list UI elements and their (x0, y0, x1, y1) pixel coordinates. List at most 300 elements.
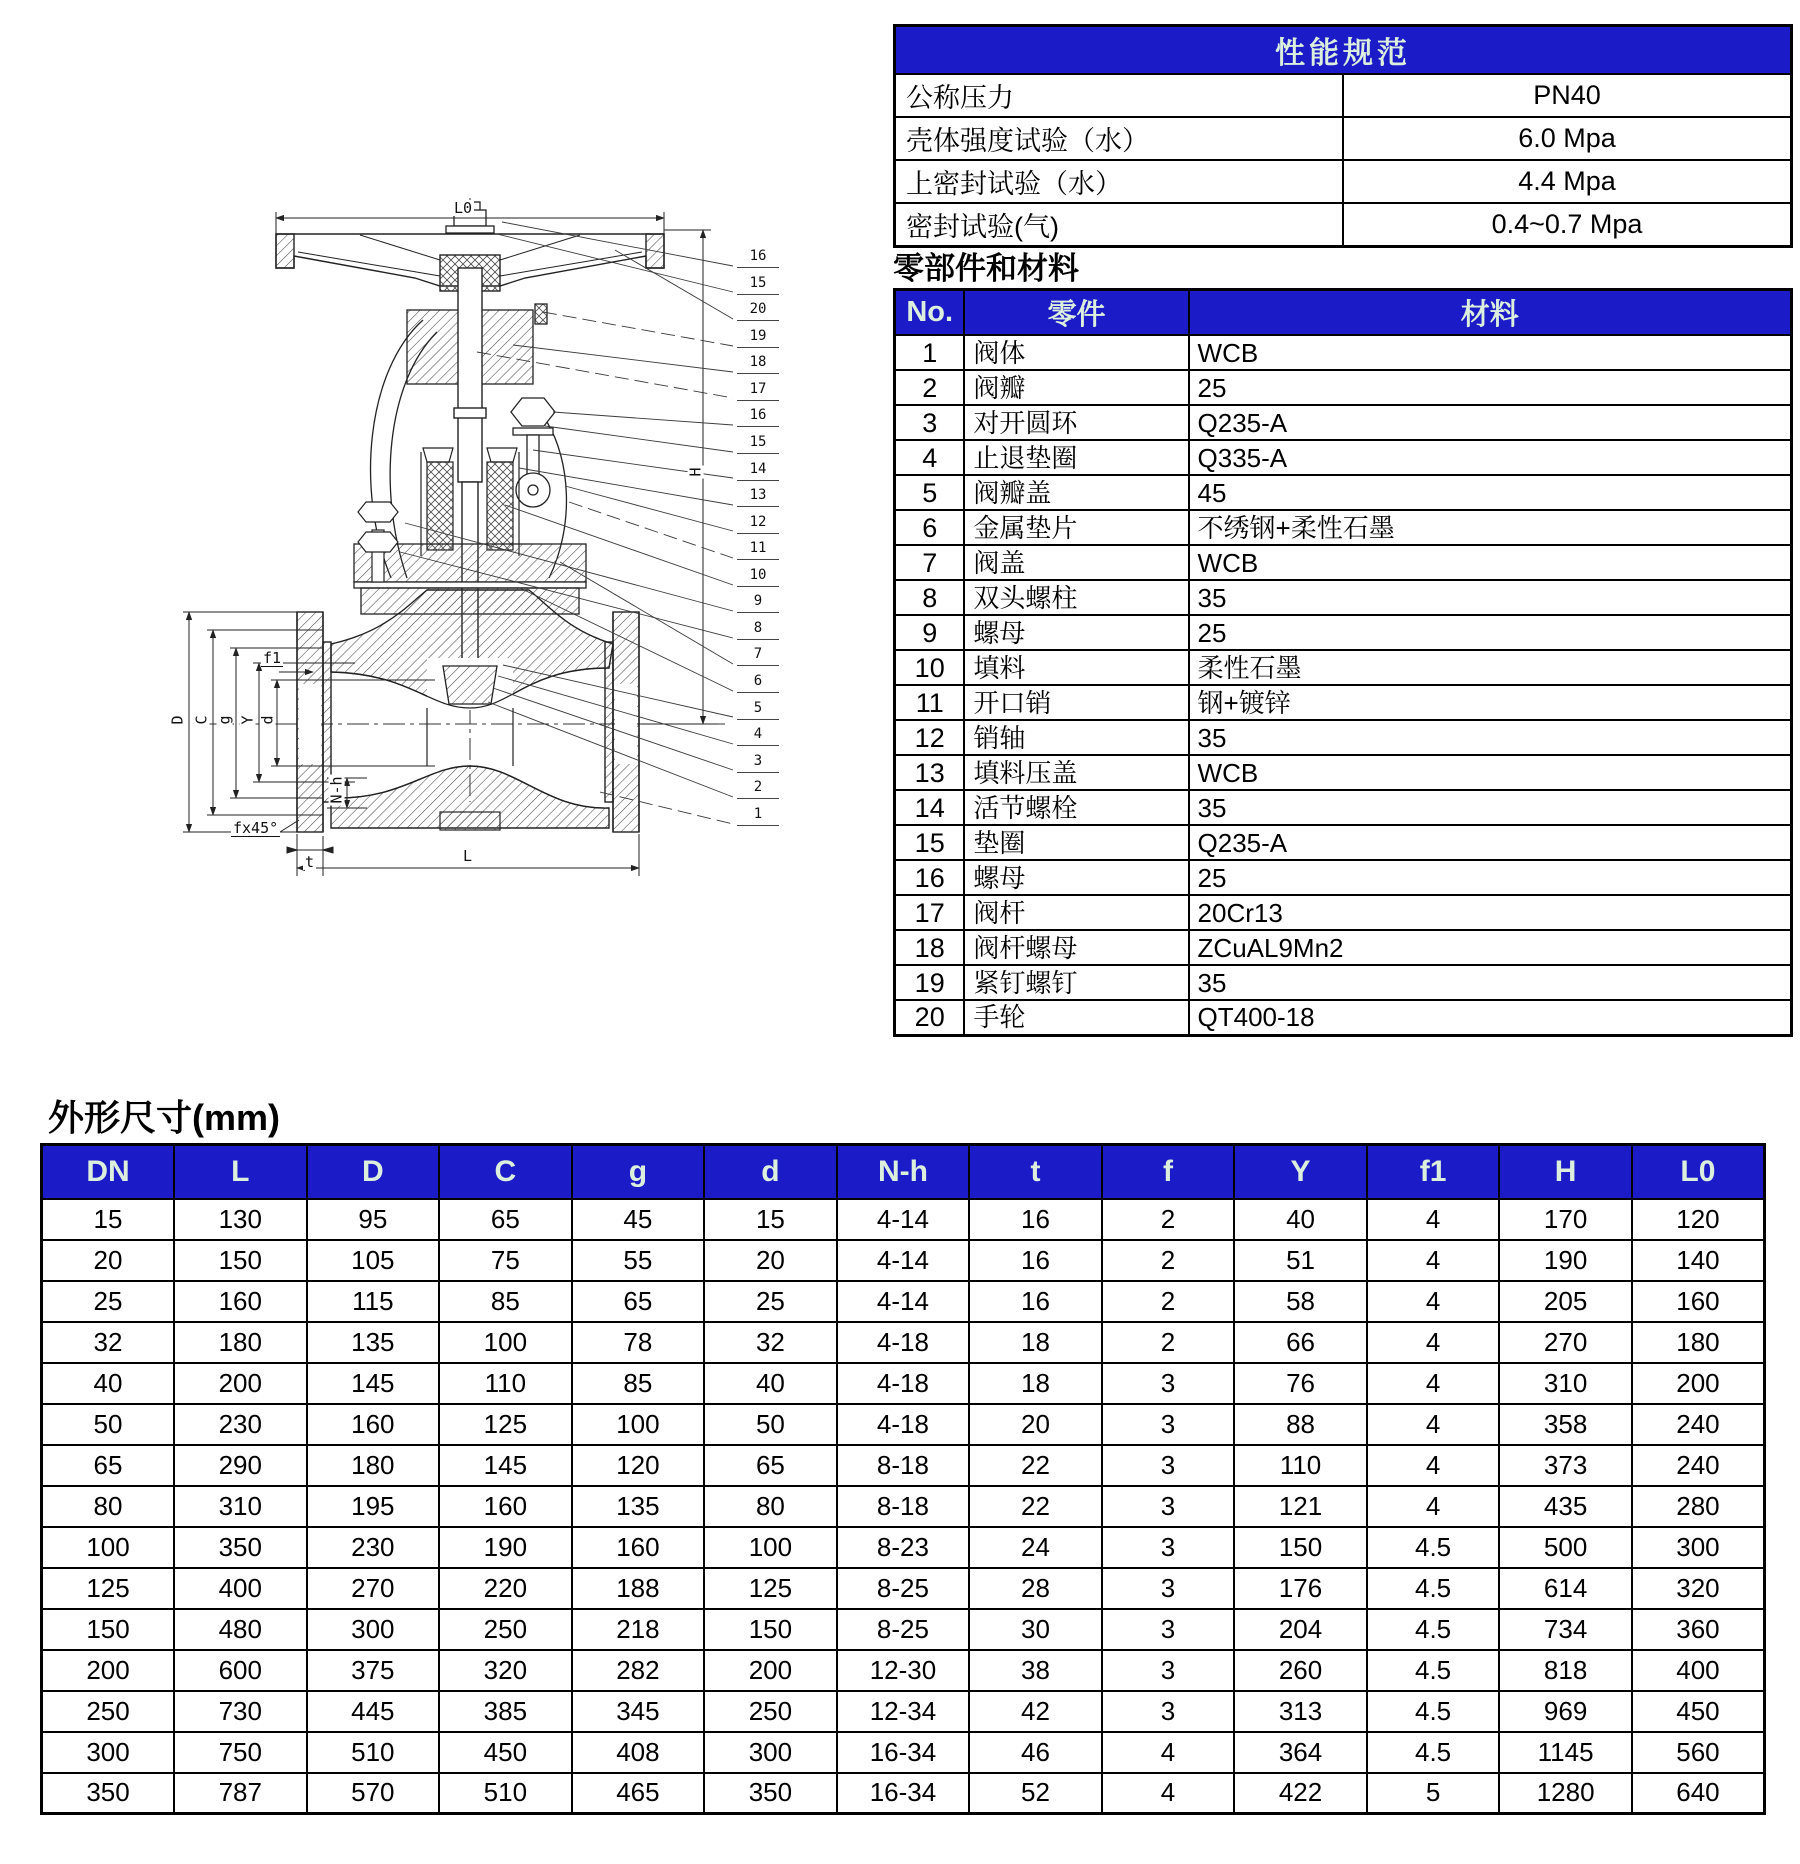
dims-header-t: t (969, 1145, 1102, 1199)
table-cell: 1 (895, 335, 965, 370)
table-cell: 25 (1189, 615, 1792, 650)
table-cell: ZCuAL9Mn2 (1189, 930, 1792, 965)
table-cell: 465 (572, 1773, 705, 1814)
table-cell: 170 (1499, 1199, 1632, 1240)
table-cell: 12-30 (837, 1650, 970, 1691)
table-cell: QT400-18 (1189, 1000, 1792, 1035)
dims-header-l: L (174, 1145, 307, 1199)
table-cell: 180 (307, 1445, 440, 1486)
table-cell: 200 (42, 1650, 175, 1691)
table-cell: 570 (307, 1773, 440, 1814)
table-cell: 125 (42, 1568, 175, 1609)
table-cell: 15 (42, 1199, 175, 1240)
valve-drawing-art (55, 160, 795, 975)
table-cell: 阀杆螺母 (964, 930, 1188, 965)
table-cell: 4.4 Mpa (1343, 160, 1792, 203)
dims-header-nh: N-h (837, 1145, 970, 1199)
table-cell: 125 (439, 1404, 572, 1445)
table-row (42, 1363, 1765, 1404)
table-cell: 205 (1499, 1281, 1632, 1322)
table-cell: 50 (704, 1404, 837, 1445)
table-cell: 160 (572, 1527, 705, 1568)
table-cell: 填料 (964, 650, 1188, 685)
table-cell: 上密封试验（水） (895, 160, 1344, 203)
table-cell: 4-14 (837, 1281, 970, 1322)
table-cell: 385 (439, 1691, 572, 1732)
table-cell: 969 (1499, 1691, 1632, 1732)
table-cell: 24 (969, 1527, 1102, 1568)
table-cell: 80 (704, 1486, 837, 1527)
table-cell: 4 (1367, 1445, 1500, 1486)
table-cell: 35 (1189, 790, 1792, 825)
table-cell: 130 (174, 1199, 307, 1240)
table-row (42, 1445, 1765, 1486)
table-cell: 180 (1632, 1322, 1765, 1363)
table-cell: 阀瓣 (964, 370, 1188, 405)
table-row (895, 370, 1792, 405)
table-cell: 16 (969, 1199, 1102, 1240)
table-row (895, 335, 1792, 370)
table-cell: 320 (1632, 1568, 1765, 1609)
table-cell: 阀体 (964, 335, 1188, 370)
table-cell: 190 (439, 1527, 572, 1568)
dim-label-c: C (192, 715, 211, 725)
table-cell: 190 (1499, 1240, 1632, 1281)
table-cell: 364 (1234, 1732, 1367, 1773)
table-cell: 16 (969, 1240, 1102, 1281)
callout-number: 5 (737, 700, 779, 720)
table-cell: 30 (969, 1609, 1102, 1650)
table-cell: 6 (895, 510, 965, 545)
table-cell: 4 (1367, 1363, 1500, 1404)
table-cell: 260 (1234, 1650, 1367, 1691)
table-row (895, 860, 1792, 895)
dims-header-c: C (439, 1145, 572, 1199)
table-row (895, 965, 1792, 1000)
table-row (42, 1773, 1765, 1814)
table-cell: 2 (1102, 1281, 1235, 1322)
table-cell: 3 (1102, 1691, 1235, 1732)
dims-section-title: 外形尺寸(mm) (48, 1097, 280, 1138)
table-cell: 开口销 (964, 685, 1188, 720)
table-row (895, 615, 1792, 650)
dims-header-h: H (1499, 1145, 1632, 1199)
callout-number: 16 (737, 407, 779, 427)
table-cell: 不绣钢+柔性石墨 (1189, 510, 1792, 545)
table-row (42, 1322, 1765, 1363)
dims-header-f: f (1102, 1145, 1235, 1199)
table-row (42, 1199, 1765, 1240)
table-cell: 160 (174, 1281, 307, 1322)
bottom-boss (440, 812, 500, 830)
table-cell: 45 (572, 1199, 705, 1240)
table-cell: Q235-A (1189, 825, 1792, 860)
table-cell: 手轮 (964, 1000, 1188, 1035)
table-cell: 160 (1632, 1281, 1765, 1322)
table-cell: 220 (439, 1568, 572, 1609)
callout-number: 1 (737, 806, 779, 826)
table-cell: Q335-A (1189, 440, 1792, 475)
table-cell: 145 (307, 1363, 440, 1404)
dim-label-chamfer: fx45° (233, 819, 279, 837)
table-cell: 480 (174, 1609, 307, 1650)
table-cell: 6.0 Mpa (1343, 117, 1792, 160)
table-cell: 20 (969, 1404, 1102, 1445)
table-cell: 4 (1367, 1281, 1500, 1322)
table-cell: 40 (1234, 1199, 1367, 1240)
table-cell: Q235-A (1189, 405, 1792, 440)
table-cell: 614 (1499, 1568, 1632, 1609)
table-cell: 65 (42, 1445, 175, 1486)
table-cell: 300 (42, 1732, 175, 1773)
dims-header-l0: L0 (1632, 1145, 1765, 1199)
table-cell: 15 (704, 1199, 837, 1240)
table-cell: 100 (439, 1322, 572, 1363)
table-cell: 紧钉螺钉 (964, 965, 1188, 1000)
table-cell: 450 (1632, 1691, 1765, 1732)
table-cell: 176 (1234, 1568, 1367, 1609)
table-cell: 310 (174, 1486, 307, 1527)
callout-number: 6 (737, 673, 779, 693)
valve-disc (443, 666, 497, 704)
table-cell: 140 (1632, 1240, 1765, 1281)
table-cell: 3 (1102, 1609, 1235, 1650)
table-cell: 4 (1102, 1773, 1235, 1814)
table-cell: 58 (1234, 1281, 1367, 1322)
table-row (42, 1404, 1765, 1445)
dim-label-y: Y (238, 715, 257, 725)
table-cell: 9 (895, 615, 965, 650)
parts-header-material: 材料 (1189, 290, 1792, 336)
table-cell: 730 (174, 1691, 307, 1732)
table-cell: 240 (1632, 1404, 1765, 1445)
table-cell: 135 (307, 1322, 440, 1363)
table-cell: 345 (572, 1691, 705, 1732)
table-cell: 750 (174, 1732, 307, 1773)
table-row (895, 475, 1792, 510)
callout-number: 15 (737, 434, 779, 454)
table-cell: 640 (1632, 1773, 1765, 1814)
table-cell: 66 (1234, 1322, 1367, 1363)
table-cell: 3 (1102, 1486, 1235, 1527)
table-cell: WCB (1189, 545, 1792, 580)
table-cell: 38 (969, 1650, 1102, 1691)
table-cell: 22 (969, 1445, 1102, 1486)
table-cell: 19 (895, 965, 965, 1000)
table-cell: 125 (704, 1568, 837, 1609)
table-cell: 4-14 (837, 1199, 970, 1240)
table-cell: 金属垫片 (964, 510, 1188, 545)
table-cell: 52 (969, 1773, 1102, 1814)
table-cell: 20 (895, 1000, 965, 1035)
table-cell: 100 (572, 1404, 705, 1445)
callout-number: 11 (737, 540, 779, 560)
table-cell: 135 (572, 1486, 705, 1527)
table-cell: 3 (1102, 1363, 1235, 1404)
table-cell: 65 (439, 1199, 572, 1240)
dims-header-d-small: d (704, 1145, 837, 1199)
table-cell: 160 (439, 1486, 572, 1527)
table-cell: 270 (307, 1568, 440, 1609)
callout-number: 12 (737, 514, 779, 534)
table-cell: 4 (1367, 1199, 1500, 1240)
callout-number: 13 (737, 487, 779, 507)
table-cell: 250 (42, 1691, 175, 1732)
table-cell: 0.4~0.7 Mpa (1343, 203, 1792, 247)
table-cell: 40 (42, 1363, 175, 1404)
table-cell: 20 (42, 1240, 175, 1281)
table-cell: 止退垫圈 (964, 440, 1188, 475)
table-cell: 1280 (1499, 1773, 1632, 1814)
table-cell: 壳体强度试验（水） (895, 117, 1344, 160)
table-cell: 230 (307, 1527, 440, 1568)
dim-label-d-cap: D (168, 715, 187, 725)
table-cell: 4 (1367, 1322, 1500, 1363)
table-cell: 3 (1102, 1650, 1235, 1691)
table-cell: 350 (174, 1527, 307, 1568)
table-cell: 阀盖 (964, 545, 1188, 580)
table-cell: 145 (439, 1445, 572, 1486)
table-cell: 250 (439, 1609, 572, 1650)
table-cell: 4-14 (837, 1240, 970, 1281)
table-cell: 4 (895, 440, 965, 475)
table-cell: WCB (1189, 755, 1792, 790)
dim-label-l: L (463, 847, 473, 865)
dim-label-g: g (215, 715, 234, 725)
table-cell: 32 (42, 1322, 175, 1363)
table-row (895, 790, 1792, 825)
table-cell: 8-18 (837, 1486, 970, 1527)
table-cell: 358 (1499, 1404, 1632, 1445)
table-cell: 100 (42, 1527, 175, 1568)
table-cell: 120 (572, 1445, 705, 1486)
table-cell: 55 (572, 1240, 705, 1281)
parts-materials-table (893, 288, 1793, 1037)
table-cell: 121 (1234, 1486, 1367, 1527)
table-cell: 290 (174, 1445, 307, 1486)
table-cell: 375 (307, 1650, 440, 1691)
table-cell: 25 (704, 1281, 837, 1322)
table-cell: 销轴 (964, 720, 1188, 755)
table-cell: 4 (1367, 1240, 1500, 1281)
table-cell: 20Cr13 (1189, 895, 1792, 930)
dim-label-d-small: d (258, 715, 277, 725)
table-cell: 270 (1499, 1322, 1632, 1363)
table-cell: 150 (704, 1609, 837, 1650)
table-cell: 787 (174, 1773, 307, 1814)
table-row (42, 1650, 1765, 1691)
spec-table-title: 性能规范 (895, 26, 1792, 75)
table-cell: 40 (704, 1363, 837, 1404)
table-cell: 填料压盖 (964, 755, 1188, 790)
dimensions-table (40, 1143, 1766, 1815)
table-cell: 12 (895, 720, 965, 755)
table-row (895, 895, 1792, 930)
table-cell: 110 (1234, 1445, 1367, 1486)
table-cell: 3 (895, 405, 965, 440)
table-cell: 200 (1632, 1363, 1765, 1404)
dims-header-y: Y (1234, 1145, 1367, 1199)
callout-number: 3 (737, 753, 779, 773)
table-cell: 50 (42, 1404, 175, 1445)
table-cell: 510 (307, 1732, 440, 1773)
table-cell: 450 (439, 1732, 572, 1773)
table-cell: 8-23 (837, 1527, 970, 1568)
table-cell: 17 (895, 895, 965, 930)
table-cell: 560 (1632, 1732, 1765, 1773)
callout-number: 16 (737, 248, 779, 268)
table-cell: 3 (1102, 1404, 1235, 1445)
dims-header-f1: f1 (1367, 1145, 1500, 1199)
table-cell: 1145 (1499, 1732, 1632, 1773)
table-cell: 3 (1102, 1445, 1235, 1486)
table-row (895, 930, 1792, 965)
table-cell: 4.5 (1367, 1609, 1500, 1650)
table-row (895, 440, 1792, 475)
dims-table-body (42, 1199, 1765, 1814)
table-row (42, 1527, 1765, 1568)
table-row (895, 203, 1792, 247)
table-cell: 600 (174, 1650, 307, 1691)
table-row (42, 1568, 1765, 1609)
table-cell: 75 (439, 1240, 572, 1281)
table-cell: 2 (1102, 1240, 1235, 1281)
callout-number: 8 (737, 620, 779, 640)
table-cell: 阀瓣盖 (964, 475, 1188, 510)
table-cell: 320 (439, 1650, 572, 1691)
spec-table-body (895, 74, 1792, 247)
callout-number: 10 (737, 567, 779, 587)
table-cell: 4-18 (837, 1322, 970, 1363)
table-cell: 510 (439, 1773, 572, 1814)
table-cell: 105 (307, 1240, 440, 1281)
table-cell: 180 (174, 1322, 307, 1363)
callout-list (737, 248, 783, 826)
table-cell: 4 (1367, 1404, 1500, 1445)
callout-number: 17 (737, 381, 779, 401)
table-cell: 公称压力 (895, 74, 1344, 117)
table-cell: 204 (1234, 1609, 1367, 1650)
table-cell: 408 (572, 1732, 705, 1773)
table-cell: 250 (704, 1691, 837, 1732)
table-cell: 300 (704, 1732, 837, 1773)
table-cell: 14 (895, 790, 965, 825)
table-cell: 51 (1234, 1240, 1367, 1281)
table-cell: 373 (1499, 1445, 1632, 1486)
table-cell: 160 (307, 1404, 440, 1445)
table-row (895, 117, 1792, 160)
table-cell: 35 (1189, 720, 1792, 755)
table-row (42, 1240, 1765, 1281)
table-cell: 80 (42, 1486, 175, 1527)
table-cell: 78 (572, 1322, 705, 1363)
table-cell: 5 (1367, 1773, 1500, 1814)
dims-header-dn: DN (42, 1145, 175, 1199)
table-cell: 垫圈 (964, 825, 1188, 860)
table-cell: 7 (895, 545, 965, 580)
table-cell: 螺母 (964, 860, 1188, 895)
table-cell: 300 (307, 1609, 440, 1650)
table-cell: 25 (42, 1281, 175, 1322)
table-cell: 734 (1499, 1609, 1632, 1650)
parts-header-part: 零件 (964, 290, 1188, 336)
table-cell: 阀杆 (964, 895, 1188, 930)
table-cell: 4 (1102, 1732, 1235, 1773)
table-cell: 2 (1102, 1322, 1235, 1363)
table-cell: 11 (895, 685, 965, 720)
table-cell: 18 (969, 1363, 1102, 1404)
table-cell: 28 (969, 1568, 1102, 1609)
table-cell: 18 (969, 1322, 1102, 1363)
table-row (895, 405, 1792, 440)
table-cell: 3 (1102, 1568, 1235, 1609)
table-cell: 240 (1632, 1445, 1765, 1486)
dim-label-nh: N-h (327, 776, 346, 804)
table-cell: 8-18 (837, 1445, 970, 1486)
table-cell: 4.5 (1367, 1732, 1500, 1773)
table-cell: 435 (1499, 1486, 1632, 1527)
table-cell: 46 (969, 1732, 1102, 1773)
table-cell: 钢+镀锌 (1189, 685, 1792, 720)
table-cell: 8-25 (837, 1609, 970, 1650)
table-cell: 柔性石墨 (1189, 650, 1792, 685)
callout-number: 2 (737, 779, 779, 799)
table-cell: 100 (704, 1527, 837, 1568)
callout-number: 9 (737, 593, 779, 613)
callout-number: 4 (737, 726, 779, 746)
table-cell: 85 (439, 1281, 572, 1322)
table-cell: 13 (895, 755, 965, 790)
table-cell: 12-34 (837, 1691, 970, 1732)
table-cell: 4.5 (1367, 1527, 1500, 1568)
dim-label-l0: L0 (454, 199, 473, 217)
parts-section-title: 零部件和材料 (893, 251, 1079, 286)
table-cell: 4 (1367, 1486, 1500, 1527)
table-cell: 150 (1234, 1527, 1367, 1568)
table-cell: 对开圆环 (964, 405, 1188, 440)
dim-label-t: t (305, 853, 315, 871)
table-cell: 35 (1189, 580, 1792, 615)
table-cell: 16-34 (837, 1773, 970, 1814)
table-row (895, 755, 1792, 790)
table-cell: 85 (572, 1363, 705, 1404)
table-cell: 115 (307, 1281, 440, 1322)
table-cell: 500 (1499, 1527, 1632, 1568)
table-cell: 4-18 (837, 1404, 970, 1445)
table-cell: 10 (895, 650, 965, 685)
table-cell: 8 (895, 580, 965, 615)
callout-number: 14 (737, 461, 779, 481)
table-row (895, 685, 1792, 720)
table-cell: 818 (1499, 1650, 1632, 1691)
table-cell: 20 (704, 1240, 837, 1281)
table-row (42, 1609, 1765, 1650)
table-cell: 200 (174, 1363, 307, 1404)
table-cell: 4.5 (1367, 1691, 1500, 1732)
table-row (895, 1000, 1792, 1035)
table-cell: 88 (1234, 1404, 1367, 1445)
table-cell: 45 (1189, 475, 1792, 510)
table-cell: 422 (1234, 1773, 1367, 1814)
table-cell: 200 (704, 1650, 837, 1691)
table-row (42, 1691, 1765, 1732)
table-cell: 8-25 (837, 1568, 970, 1609)
callout-number: 18 (737, 354, 779, 374)
table-cell: 双头螺柱 (964, 580, 1188, 615)
table-cell: 282 (572, 1650, 705, 1691)
table-cell: 4.5 (1367, 1568, 1500, 1609)
table-cell: 350 (704, 1773, 837, 1814)
